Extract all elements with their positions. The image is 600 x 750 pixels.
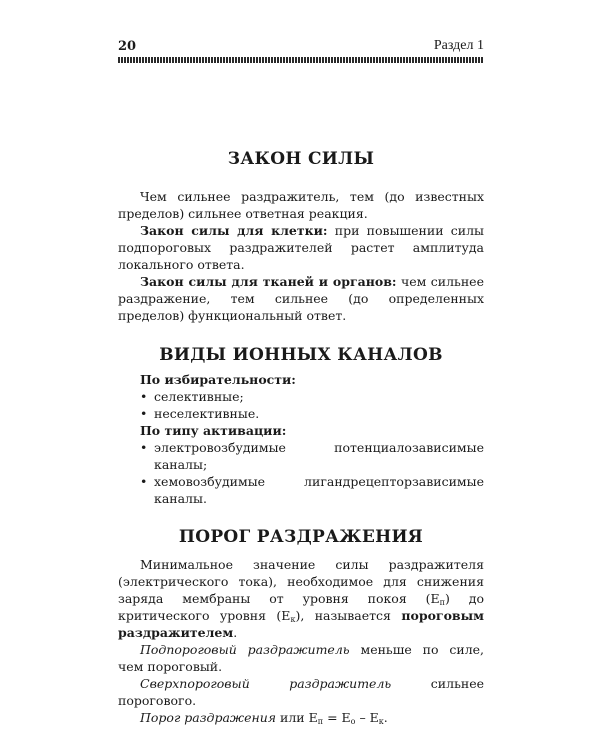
- bullet-icon: •: [140, 440, 148, 455]
- page-header: [118, 38, 484, 54]
- activation-list: [118, 439, 484, 507]
- page-number: 20: [118, 39, 137, 54]
- selectivity-title: По избирательности:: [140, 372, 296, 387]
- list-item: • хемовозбудимые лигандрецепторзависимые каналы.: [140, 474, 484, 506]
- bullet-icon: •: [140, 406, 148, 421]
- cell-law-text: при повышении силы подпороговых раздражителей растет амплитуда локального ответа.: [118, 223, 484, 272]
- subthreshold-paragraph: Подпороговый раздражитель меньше по силе, чем пороговый.: [118, 642, 485, 674]
- heading-law-of-force: ЗАКОН СИЛЫ: [227, 149, 375, 169]
- bullet-icon: •: [140, 389, 148, 404]
- cell-law-label: Закон силы для клетки:: [140, 223, 328, 238]
- tissue-law-paragraph: [118, 273, 484, 324]
- bullet-icon: •: [140, 474, 148, 489]
- selectivity-list: [118, 388, 484, 422]
- threshold-term: пороговым раздражителем: [118, 608, 484, 640]
- activation-title: По типу активации:: [140, 423, 287, 438]
- list-item: • неселективные.: [140, 406, 260, 421]
- heading-ion-channels: ВИДЫ ИОННЫХ КАНАЛОВ: [159, 345, 443, 365]
- law-paragraph: Чем сильнее раздражитель, тем (до известных пределов) сильнее ответная реакция.: [118, 189, 484, 221]
- cell-law-paragraph: [118, 222, 484, 273]
- threshold-definition: Минимальное значение силы раздражителя (электрического тока), необходимое для снижения заряда мембраны от уровня покоя $(Е_п)$ до критического уровня $(Е_к)$, называется пороговым раздражителем.: [118, 557, 484, 640]
- section-label: Раздел 1: [433, 38, 484, 53]
- header-rule: [118, 57, 484, 63]
- heading-threshold: ПОРОГ РАЗДРАЖЕНИЯ: [178, 527, 424, 547]
- list-item: • селективные;: [140, 389, 244, 404]
- threshold-formula: Порог раздражения или $Е_п = Е_о - Е_к$.: [140, 710, 388, 726]
- list-item: • электровозбудимые потенциалозависимые каналы;: [140, 440, 484, 472]
- tissue-law-text: чем сильнее раздражение, тем сильнее (до определенных пределов) функциональный ответ.: [118, 274, 484, 323]
- suprathreshold-paragraph: Сверхпороговый раздражитель сильнее порогового.: [118, 676, 484, 708]
- page-content: [118, 100, 484, 726]
- tissue-law-label: Закон силы для тканей и органов:: [140, 274, 397, 289]
